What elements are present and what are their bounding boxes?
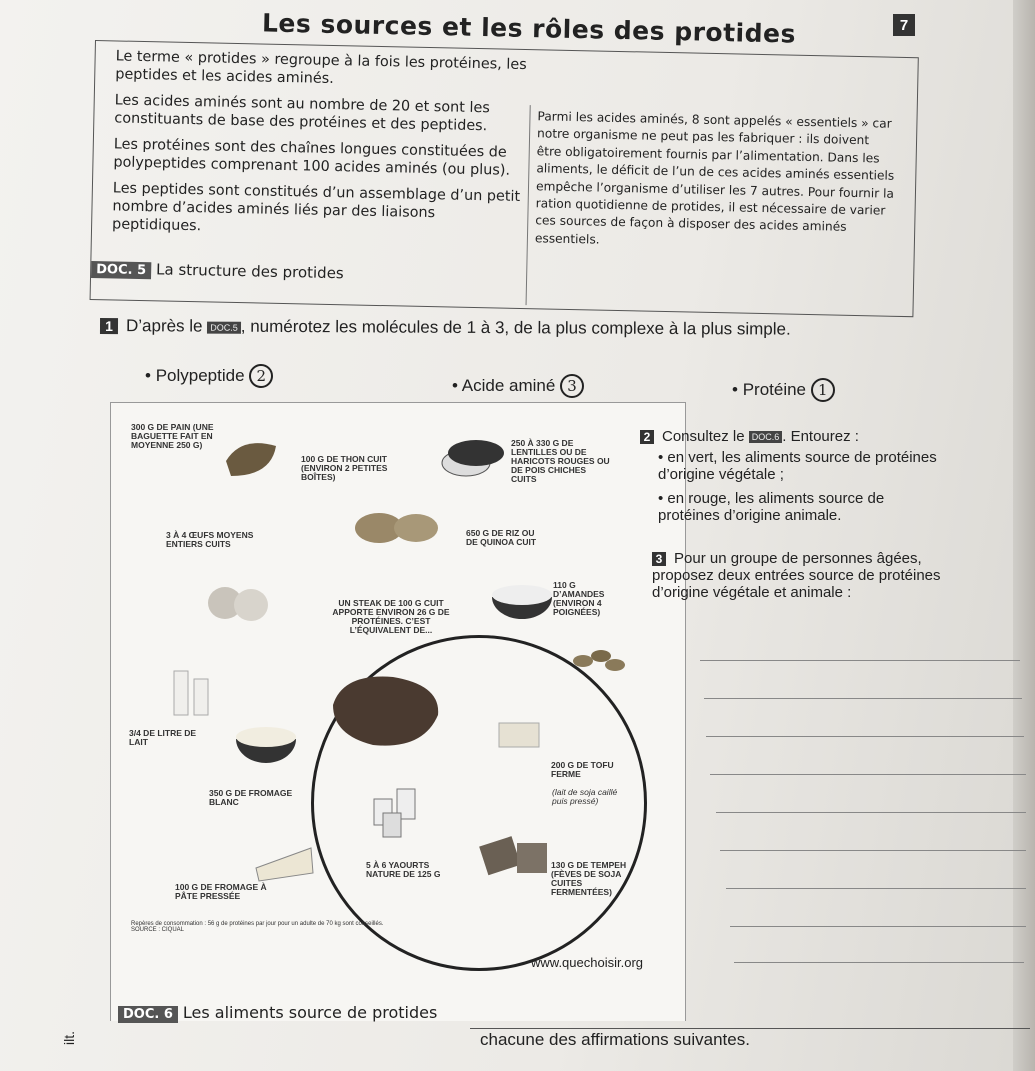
answer-line[interactable] — [734, 962, 1024, 963]
answer-line[interactable] — [730, 926, 1026, 927]
label-amandes: 110 G D’AMANDES (ENVIRON 4 POIGNÉES) — [553, 580, 605, 617]
doc6-caption — [118, 1003, 437, 1023]
yaourts-icon — [369, 781, 439, 841]
question-2-text-end: . Entourez : — [782, 428, 859, 445]
label-lait: 3/4 DE LITRE DE LAIT — [129, 728, 197, 747]
label-fromage-pate-pressee: 100 G DE FROMAGE À PÂTE PRESSÉE — [175, 882, 267, 901]
note-text: Repères de consommation : 56 g de protéines par jour pour un adulte de 70 kg sont conseillés. — [131, 921, 384, 927]
tofu-icon — [489, 715, 559, 755]
question-2-number: 2 — [640, 430, 654, 444]
divider — [470, 1028, 1030, 1029]
molecule-name: Polypeptide — [155, 366, 245, 385]
rice-bowl-icon — [487, 575, 557, 623]
margin-fragment: ilt. — [61, 1031, 77, 1045]
question-2-bullet-green: • en vert, les aliments source de protéines d’origine végétale ; — [658, 449, 937, 483]
label-yaourts: 5 À 6 YAOURTS NATURE DE 125 G — [366, 860, 441, 879]
essential-amino-acids-column: Parmi les acides aminés, 8 sont appelés « essentiels » car notre organisme ne peut pas les fabriquer : ils doivent être obligatoirement fournis par l’alimentation. Dans les aliments, le déficit de l’un de ces acides aminés essentiels empêche l’organisme d’utiliser les 7 autres. Pour fournir la ration quotidienne de protides, il est nécessaire de varier ces sources de façon à disposer des acides aminés essentiels. — [534, 109, 895, 247]
doc5-reference-tag: DOC.5 — [207, 321, 241, 333]
page-number-badge: 7 — [893, 14, 915, 36]
answer-circle[interactable]: 2 — [249, 364, 273, 388]
answer-circle[interactable]: 1 — [811, 378, 835, 402]
next-exercise-text: chacune des affirmations suivantes. — [480, 1030, 750, 1049]
answer-line[interactable] — [706, 736, 1024, 737]
label-pain: 300 G DE PAIN (UNE BAGUETTE FAIT EN MOYENNE 250 G) — [131, 422, 214, 450]
doc6-food-illustration — [110, 402, 686, 1021]
doc5-label: DOC. 5 — [91, 261, 151, 279]
definition-peptides: Les peptides sont constitués d’un assemblage d’un petit nombre d’acides aminés liés par des liaisons peptidiques. — [111, 180, 521, 235]
molecule-polypeptide: • Polypeptide 2 — [145, 364, 273, 388]
question-2-bullet-red: • en rouge, les aliments source de protéines d’origine animale. — [658, 490, 885, 524]
molecule-proteine: • Protéine 1 — [732, 378, 835, 402]
label-oeufs: 3 À 4 ŒUFS MOYENS ENTIERS CUITS — [166, 530, 254, 549]
answer-line[interactable] — [710, 774, 1026, 775]
question-1-text-end: , numérotez les molécules de 1 à 3, de la plus complexe à la plus simple. — [240, 316, 791, 339]
molecule-name: Protéine — [742, 380, 807, 399]
label-fromage-blanc: 350 G DE FROMAGE BLANC — [209, 788, 293, 807]
answer-line[interactable] — [704, 698, 1022, 699]
chicken-icon — [351, 503, 441, 548]
definition-proteines: Les protéines sont des chaînes longues constituées de polypeptides comprenant 100 acides aminés (ou plus). — [113, 136, 511, 179]
doc6-label: DOC. 6 — [118, 1006, 178, 1023]
lentils-icon — [446, 438, 506, 468]
question-1-text-start: D’après le — [125, 316, 203, 336]
tempeh-icon — [479, 831, 559, 879]
doc5-definition-box — [90, 40, 919, 317]
eggs-icon — [203, 575, 273, 623]
page-title: Les sources et les rôles des protides — [261, 8, 797, 49]
steak-icon — [323, 665, 453, 755]
cheese-icon — [251, 843, 321, 883]
column-divider — [526, 105, 531, 305]
answer-line[interactable] — [720, 850, 1026, 851]
doc5-caption — [91, 259, 344, 283]
answer-line[interactable] — [726, 888, 1026, 889]
question-3 — [652, 550, 972, 601]
definition-protides: Le terme « protides » regroupe à la fois les protéines, les peptides et les acides aminés. — [115, 48, 527, 88]
fromage-blanc-icon — [231, 721, 301, 771]
label-tofu: 200 G DE TOFU FERME — [551, 760, 614, 779]
question-2-text: Consultez le — [662, 428, 745, 445]
label-lentilles: 250 À 330 G DE LENTILLES OU DE HARICOTS ROUGES OU DE POIS CHICHES CUITS — [511, 438, 610, 484]
question-1-number: 1 — [100, 318, 118, 334]
almonds-icon — [563, 641, 633, 681]
question-1 — [100, 316, 860, 340]
molecule-acide-amine: • Acide aminé 3 — [452, 374, 584, 398]
milk-glasses-icon — [169, 661, 219, 721]
label-thon: 100 G DE THON CUIT (ENVIRON 2 PETITES BOÎTES) — [301, 454, 388, 482]
definitions-column — [112, 47, 528, 250]
molecule-name: Acide aminé — [461, 376, 556, 395]
bread-icon — [221, 431, 281, 481]
answer-line[interactable] — [700, 660, 1020, 661]
question-3-text: Pour un groupe de personnes âgées, proposez deux entrées source de protéines d’origine végétale et animale : — [652, 550, 941, 601]
answer-line[interactable] — [716, 812, 1026, 813]
page-edge — [1013, 0, 1035, 1071]
label-tofu-note: (lait de soja caillé puis pressé) — [552, 787, 618, 806]
source-url[interactable]: www.quechoisir.org — [531, 955, 643, 970]
label-riz: 650 G DE RIZ OU DE QUINOA CUIT — [466, 528, 537, 547]
label-tempeh: 130 G DE TEMPEH (FÈVES DE SOJA CUITES FERMENTÉES) — [551, 860, 627, 897]
answer-circle[interactable]: 3 — [560, 374, 584, 398]
question-3-number: 3 — [652, 552, 666, 566]
consumption-note — [131, 921, 384, 933]
source-text: SOURCE : CIQUAL — [131, 927, 185, 933]
question-2 — [640, 428, 940, 445]
doc5-title: La structure des protides — [155, 260, 344, 283]
label-steak: UN STEAK DE 100 G CUIT APPORTE ENVIRON 26 G DE PROTÉINES. C’EST L’ÉQUIVALENT DE... — [332, 598, 450, 635]
definition-acides-amines: Les acides aminés sont au nombre de 20 et sont les constituants de base des protéines et des peptides. — [114, 92, 490, 135]
doc6-reference-tag: DOC.6 — [749, 431, 783, 443]
doc6-title: Les aliments source de protides — [182, 1003, 438, 1022]
